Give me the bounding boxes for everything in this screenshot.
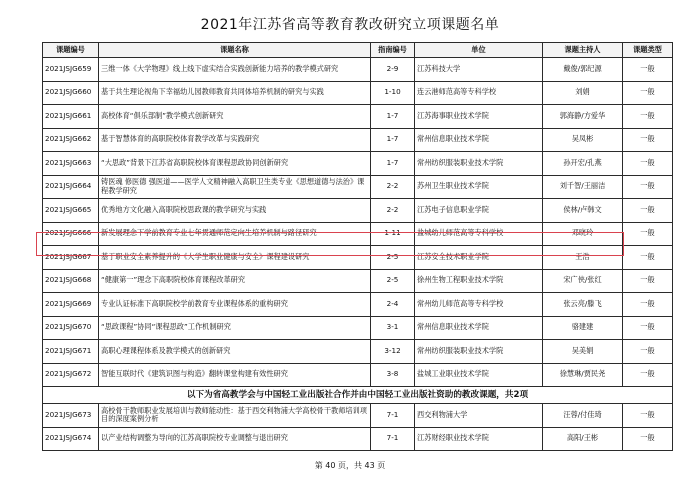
cell-name: 铸医魂 修医德 强医道——医学人文精神融入高职卫生类专业《思想道德与法治》课程教学研究 <box>99 175 371 199</box>
table-row <box>43 269 673 293</box>
cell-unit: 苏州卫生职业技术学院 <box>415 175 543 199</box>
cell-host: 王浩 <box>543 246 623 270</box>
cell-code: 2021JSJG663 <box>43 152 99 176</box>
table-row <box>43 427 673 451</box>
cell-name: 高校骨干教师职业发展培训与教师能动性：基于西交利物浦大学高校骨干教师培训项目的深度案例分析 <box>99 404 371 428</box>
cell-unit: 常州纺织服装职业技术学院 <box>415 152 543 176</box>
cell-guide: 3-8 <box>371 363 415 387</box>
cell-code: 2021JSJG662 <box>43 128 99 152</box>
cell-type: 一般 <box>623 152 673 176</box>
cell-code: 2021JSJG660 <box>43 81 99 105</box>
cell-unit: 江苏科技大学 <box>415 58 543 82</box>
table-row <box>43 404 673 428</box>
table-row <box>43 293 673 317</box>
table-row <box>43 340 673 364</box>
cell-host: 刘千智/王丽洁 <box>543 175 623 199</box>
cell-unit: 盐城工业职业技术学院 <box>415 363 543 387</box>
table-row <box>43 152 673 176</box>
table-row <box>43 246 673 270</box>
cell-code: 2021JSJG671 <box>43 340 99 364</box>
cell-guide: 2-9 <box>371 58 415 82</box>
cell-type: 一般 <box>623 427 673 451</box>
cell-host: 刘娟 <box>543 81 623 105</box>
table-row <box>43 222 673 246</box>
project-table <box>42 42 673 451</box>
cell-type: 一般 <box>623 175 673 199</box>
cell-name: “健康第一”理念下高职院校体育课程改革研究 <box>99 269 371 293</box>
cell-code: 2021JSJG674 <box>43 427 99 451</box>
table-row <box>43 199 673 223</box>
header-guide: 指南编号 <box>371 43 415 58</box>
cell-unit: 连云港师范高等专科学校 <box>415 81 543 105</box>
cell-code: 2021JSJG673 <box>43 404 99 428</box>
table-header-row <box>43 43 673 58</box>
cell-host: 张云亮/滕飞 <box>543 293 623 317</box>
cell-unit: 常州幼儿师范高等专科学校 <box>415 293 543 317</box>
cell-type: 一般 <box>623 58 673 82</box>
header-code: 课题编号 <box>43 43 99 58</box>
cell-unit: 常州信息职业技术学院 <box>415 316 543 340</box>
cell-host: 宋广侠/张红 <box>543 269 623 293</box>
cell-name: 专业认证标准下高职院校学前教育专业课程体系的重构研究 <box>99 293 371 317</box>
cell-guide: 7-1 <box>371 404 415 428</box>
table-row <box>43 175 673 199</box>
cell-host: 孙开宏/孔燕 <box>543 152 623 176</box>
cell-code: 2021JSJG667 <box>43 246 99 270</box>
page-title: 2021年江苏省高等教育教改研究立项课题名单 <box>200 17 500 33</box>
cell-code: 2021JSJG666 <box>43 222 99 246</box>
header-name: 课题名称 <box>99 43 371 58</box>
section-title: 以下为省高教学会与中国轻工业出版社合作并由中国轻工业出版社资助的教改课题，共2项 <box>43 387 673 404</box>
cell-name: 高校体育“俱乐部制”教学模式创新研究 <box>99 105 371 129</box>
cell-host: 汪蓉/付佳琦 <box>543 404 623 428</box>
cell-host: 侯林/卢韩文 <box>543 199 623 223</box>
cell-unit: 徐州生物工程职业技术学院 <box>415 269 543 293</box>
table-row <box>43 105 673 129</box>
cell-guide: 2-4 <box>371 293 415 317</box>
cell-guide: 1-7 <box>371 152 415 176</box>
cell-code: 2021JSJG665 <box>43 199 99 223</box>
cell-name: 智能互联时代《建筑识图与构造》翻转课堂构建有效性研究 <box>99 363 371 387</box>
cell-name: “大思政”背景下江苏省高职院校体育课程思政协同创新研究 <box>99 152 371 176</box>
cell-code: 2021JSJG670 <box>43 316 99 340</box>
cell-host: 徐慧琳/贾民尧 <box>543 363 623 387</box>
page-footer: 第 40 页，共 43 页 <box>314 461 386 470</box>
cell-host: 吴凤彬 <box>543 128 623 152</box>
table-row <box>43 316 673 340</box>
cell-name: 以产业结构调整为导向的江苏高职院校专业调整与退出研究 <box>99 427 371 451</box>
cell-host: 邓晓玲 <box>543 222 623 246</box>
cell-type: 一般 <box>623 199 673 223</box>
table-row <box>43 58 673 82</box>
table-row <box>43 363 673 387</box>
section-row <box>43 387 673 404</box>
table-row <box>43 128 673 152</box>
cell-guide: 1-10 <box>371 81 415 105</box>
cell-type: 一般 <box>623 340 673 364</box>
cell-name: 三维一体《大学物理》线上线下虚实结合实践创新能力培养的教学模式研究 <box>99 58 371 82</box>
cell-guide: 1-7 <box>371 105 415 129</box>
cell-unit: 江苏电子信息职业学院 <box>415 199 543 223</box>
cell-code: 2021JSJG672 <box>43 363 99 387</box>
header-unit: 单位 <box>415 43 543 58</box>
cell-code: 2021JSJG669 <box>43 293 99 317</box>
cell-host: 戴俊/郭纪源 <box>543 58 623 82</box>
cell-guide: 2-2 <box>371 175 415 199</box>
cell-type: 一般 <box>623 246 673 270</box>
cell-name: 基于职业安全素养提升的《大学生职业健康与安全》课程建设研究 <box>99 246 371 270</box>
cell-type: 一般 <box>623 105 673 129</box>
cell-guide: 3-12 <box>371 340 415 364</box>
table-row <box>43 81 673 105</box>
cell-guide: 3-1 <box>371 316 415 340</box>
cell-guide: 1-11 <box>371 222 415 246</box>
cell-type: 一般 <box>623 81 673 105</box>
cell-name: 基于共生理论视角下幸福幼儿园教师教育共同体培养机制的研究与实践 <box>99 81 371 105</box>
cell-unit: 盐城幼儿师范高等专科学校 <box>415 222 543 246</box>
cell-code: 2021JSJG661 <box>43 105 99 129</box>
cell-unit: 常州信息职业技术学院 <box>415 128 543 152</box>
header-host: 课题主持人 <box>543 43 623 58</box>
cell-guide: 1-7 <box>371 128 415 152</box>
cell-name: 优秀地方文化融入高职院校思政课的教学研究与实践 <box>99 199 371 223</box>
cell-code: 2021JSJG668 <box>43 269 99 293</box>
cell-guide: 2-2 <box>371 199 415 223</box>
cell-guide: 7-1 <box>371 427 415 451</box>
cell-unit: 江苏财经职业技术学院 <box>415 427 543 451</box>
cell-code: 2021JSJG664 <box>43 175 99 199</box>
cell-unit: 江苏安全技术职业学院 <box>415 246 543 270</box>
cell-code: 2021JSJG659 <box>43 58 99 82</box>
cell-type: 一般 <box>623 269 673 293</box>
cell-guide: 2-5 <box>371 246 415 270</box>
cell-type: 一般 <box>623 404 673 428</box>
cell-host: 吴美娟 <box>543 340 623 364</box>
cell-type: 一般 <box>623 316 673 340</box>
cell-guide: 2-5 <box>371 269 415 293</box>
cell-type: 一般 <box>623 222 673 246</box>
cell-unit: 西交利物浦大学 <box>415 404 543 428</box>
cell-name: 基于智慧体育的高职院校体育教学改革与实践研究 <box>99 128 371 152</box>
cell-host: 骆建建 <box>543 316 623 340</box>
cell-type: 一般 <box>623 128 673 152</box>
cell-unit: 江苏海事职业技术学院 <box>415 105 543 129</box>
cell-type: 一般 <box>623 293 673 317</box>
cell-host: 郭海静/方爱华 <box>543 105 623 129</box>
header-type: 课题类型 <box>623 43 673 58</box>
cell-host: 高阳/王彬 <box>543 427 623 451</box>
cell-name: 高职心理课程体系及教学模式的创新研究 <box>99 340 371 364</box>
cell-name: “思政课程”协同“课程思政”工作机制研究 <box>99 316 371 340</box>
cell-name: 新发展理念下学前教育专业七年贯通师范定向生培养机制与路径研究 <box>99 222 371 246</box>
cell-unit: 常州纺织服装职业技术学院 <box>415 340 543 364</box>
cell-type: 一般 <box>623 363 673 387</box>
